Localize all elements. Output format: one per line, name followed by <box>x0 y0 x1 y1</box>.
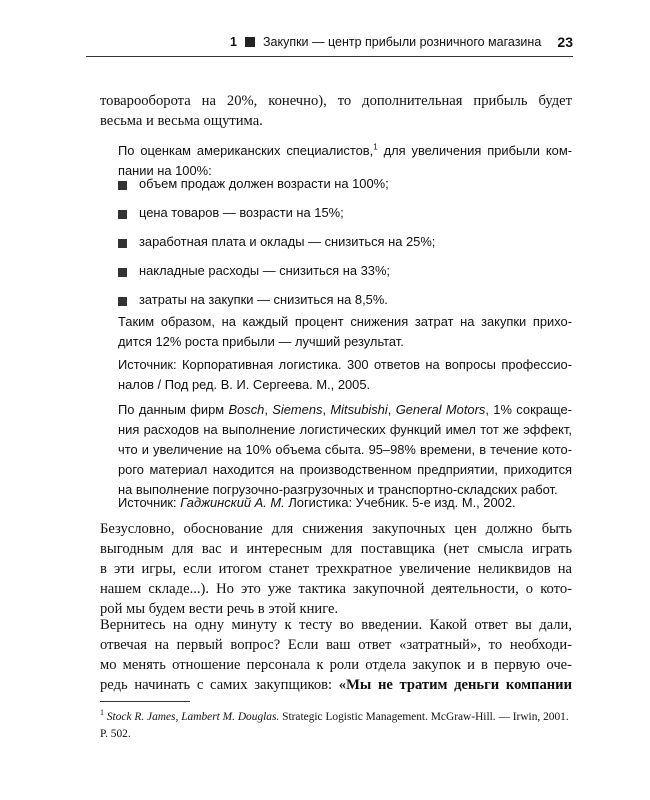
box1-summary <box>118 312 572 352</box>
list-item-text: затраты на закупки — снизиться на 8,5%. <box>139 292 388 307</box>
square-bullet-icon <box>245 37 255 47</box>
box2-paragraph <box>118 400 572 500</box>
separator: , <box>322 402 331 417</box>
summary-line: Таким образом, на каждый процент снижения затрат на закупки прихо- <box>118 314 572 329</box>
header-divider <box>86 56 573 57</box>
source-line <box>118 493 572 513</box>
square-bullet-icon <box>118 297 127 306</box>
firm-name: Mitsubishi <box>330 402 388 417</box>
para-line: Безусловно, обоснование для снижения закупочных цен должно быть <box>100 521 572 537</box>
intro-line: товарооборота на 20%, конечно), то дополнительная прибыль будет <box>100 93 572 109</box>
para-line: Вернитесь на одну минуту к тесту во введении. Какой ответ вы дали, <box>100 617 572 633</box>
box1-line <box>118 141 572 161</box>
list-item-text: заработная плата и оклады — снизиться на 25%; <box>139 234 436 249</box>
para-line: выгодным для вас и интересным для поставщика (нет смысла играть <box>100 541 572 557</box>
source-line: налов / Под ред. В. И. Сергеева. М., 2005. <box>118 377 371 392</box>
running-title: Закупки — центр прибыли розничного магазина <box>262 35 542 49</box>
footnote-line <box>100 709 572 726</box>
source-label: Источник: <box>118 495 181 510</box>
footnote-marker: 1 <box>100 708 104 718</box>
box2-line: что и увеличение на 10% объема сбыта. 95–98% времени, в течение кото- <box>118 442 572 457</box>
footnote-ref: 1 <box>373 142 378 152</box>
box1-text: По оценкам американских специалистов, <box>118 143 374 158</box>
list-item-text: цена товаров — возрасти на 15%; <box>139 205 344 220</box>
source-text: Логистика: Учебник. 5-е изд. М., 2002. <box>284 495 516 510</box>
firm-name: General Motors <box>395 402 486 417</box>
list-item-text: накладные расходы — снизиться на 33%; <box>139 263 390 278</box>
footnote-divider <box>100 701 190 702</box>
list-item <box>118 176 572 205</box>
list-item <box>118 205 572 234</box>
running-header <box>230 30 573 54</box>
square-bullet-icon <box>118 210 127 219</box>
box2-line: рого материал находится на производственном предприятии, приходится <box>118 462 572 477</box>
box1-text: для увеличения прибыли ком- <box>377 143 572 158</box>
intro-line: весьма и весьма ощутима. <box>100 113 263 129</box>
footnote-text: Strategic Logistic Management. McGraw-Hill. — Irwin, 2001. <box>279 711 569 723</box>
box1-line: пании на 100%: <box>118 163 212 178</box>
body-paragraph-2 <box>100 615 572 695</box>
list-item-text: объем продаж должен возрасти на 100%; <box>139 176 389 191</box>
box1-intro <box>118 141 572 181</box>
firm-name: Siemens <box>272 402 323 417</box>
para-text: редь начинать с самих закупщиков: <box>100 677 339 693</box>
para-line: нашем складе...). Но это уже тактика закупочной деятельности, о кото- <box>100 581 572 597</box>
para-line: мо менять отношение персонала к роли отдела закупок и в первую оче- <box>100 657 572 673</box>
box2-source <box>118 493 572 513</box>
footnote-authors: Stock R. James, Lambert M. Douglas. <box>106 711 280 723</box>
bullet-list <box>118 176 572 321</box>
box2-line: на выполнение погрузочно-разгрузочных и транспортно-складских работ. <box>118 482 558 497</box>
body-paragraph-1 <box>100 519 572 619</box>
page-number: 23 <box>557 34 573 50</box>
para-line: в эти игры, если итогом станет трехкратное увеличение неликвидов на <box>100 561 572 577</box>
chapter-number: 1 <box>230 35 237 49</box>
list-item <box>118 234 572 263</box>
box2-line: ния расходов на выполнение логистических функций имел тот же эффект, <box>118 422 572 437</box>
bold-quote: «Мы не тратим деньги компании <box>338 677 572 693</box>
para-line: отвечая на первый вопрос? Если ваш ответ «затратный», то необходи- <box>100 637 572 653</box>
box2-text: По данным фирм <box>118 402 229 417</box>
para-line <box>100 675 572 695</box>
firm-name: Bosch <box>228 402 265 417</box>
separator: , <box>387 402 396 417</box>
source-line: Источник: Корпоративная логистика. 300 ответов на вопросы профессио- <box>118 357 572 372</box>
source-author: Гаджинский А. М. <box>180 495 285 510</box>
box1-source <box>118 355 572 395</box>
square-bullet-icon <box>118 181 127 190</box>
separator: , <box>264 402 273 417</box>
square-bullet-icon <box>118 268 127 277</box>
square-bullet-icon <box>118 239 127 248</box>
list-item <box>118 263 572 292</box>
box2-text: , 1% сокраще- <box>485 402 572 417</box>
intro-paragraph <box>100 91 572 131</box>
footnote <box>100 709 572 743</box>
para-line: рой мы будем вести речь в этой книге. <box>100 601 339 617</box>
box2-line <box>118 400 572 420</box>
footnote-line: P. 502. <box>100 728 131 740</box>
summary-line: дится 12% роста прибыли — лучший результат. <box>118 334 404 349</box>
